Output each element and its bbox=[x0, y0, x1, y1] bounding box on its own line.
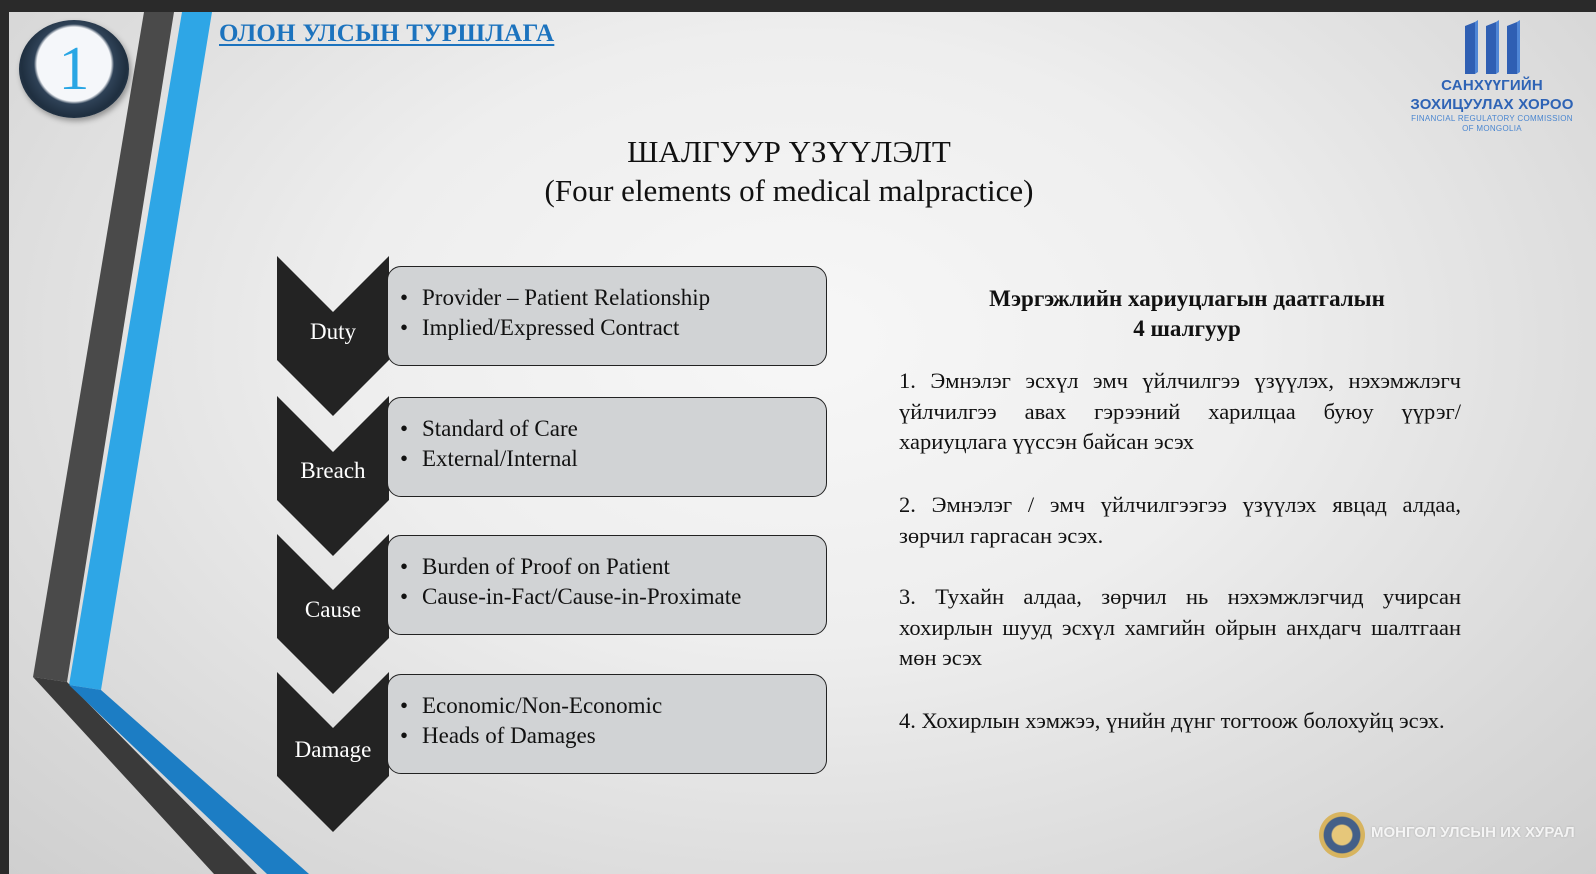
frc-logo-icon bbox=[1463, 18, 1521, 76]
element-box-cause bbox=[387, 535, 827, 635]
element-label-breach: Breach bbox=[300, 458, 366, 483]
bullet-item: • Heads of Damages bbox=[400, 721, 826, 751]
bullet-item: • Cause-in-Fact/Cause-in-Proximate bbox=[400, 582, 826, 612]
criteria-item-3: 3. Тухайн алдаа, зөрчил нь нэхэмжлэгчид учирсан хохирлын шууд эсхүл хамгийн ойрын анхдагч шалтгаан мөн эсэх bbox=[899, 584, 1461, 670]
slide-title bbox=[9, 132, 1569, 210]
element-label-damage: Damage bbox=[294, 737, 372, 762]
slide-title-line2: (Four elements of medical malpractice) bbox=[544, 173, 1034, 208]
slide-number: 1 bbox=[58, 35, 90, 103]
criteria-title-line2: 4 шалгуур bbox=[1133, 316, 1241, 341]
bullet-item: • Provider – Patient Relationship bbox=[400, 283, 826, 313]
logo-line4: OF MONGOLIA bbox=[1462, 124, 1522, 133]
criteria-item-1: 1. Эмнэлэг эсхүл эмч үйлчилгээ үзүүлэх, нэхэмжлэгч үйлчилгээ авах гэрээний харилцаа буюу үүрэг/ хариуцлага үүссэн байсан эсэх bbox=[899, 368, 1461, 454]
criteria-title-line1: Мэргэжлийн хариуцлагын даатгалын bbox=[989, 286, 1385, 311]
frc-logo bbox=[1397, 18, 1587, 134]
header-title: ОЛОН УЛСЫН ТУРШЛАГА bbox=[219, 20, 555, 47]
element-box-damage bbox=[387, 674, 827, 774]
criteria-title bbox=[897, 284, 1477, 344]
bullet-item: • External/Internal bbox=[400, 444, 826, 474]
criteria-item-2: 2. Эмнэлэг / эмч үйлчилгээгээ үзүүлэх явцад алдаа, зөрчил гаргасан эсэх. bbox=[899, 492, 1461, 548]
bullet-item: • Burden of Proof on Patient bbox=[400, 552, 826, 582]
element-label-cause: Cause bbox=[304, 597, 362, 622]
criteria-item-4: 4. Хохирлын хэмжээ, үнийн дүнг тогтоож болохуйц эсэх. bbox=[899, 708, 1445, 733]
logo-line3: FINANCIAL REGULATORY COMMISSION bbox=[1411, 114, 1573, 123]
bullet-item: • Economic/Non-Economic bbox=[400, 691, 826, 721]
parliament-seal-icon bbox=[1319, 812, 1365, 858]
footer-text: МОНГОЛ УЛСЫН ИХ ХУРАЛ bbox=[1371, 824, 1575, 841]
element-label-duty: Duty bbox=[310, 319, 356, 344]
bullet-item: • Implied/Expressed Contract bbox=[400, 313, 826, 343]
logo-line1: САНХҮҮГИЙН bbox=[1441, 77, 1543, 94]
slide-title-line1: ШАЛГУУР ҮЗҮҮЛЭЛТ bbox=[627, 134, 951, 169]
element-box-duty bbox=[387, 266, 827, 366]
logo-line2: ЗОХИЦУУЛАХ ХОРОО bbox=[1410, 96, 1574, 113]
bullet-item: • Standard of Care bbox=[400, 414, 826, 444]
slide-number-badge bbox=[19, 20, 129, 118]
slide bbox=[9, 12, 1596, 874]
element-box-breach bbox=[387, 397, 827, 497]
